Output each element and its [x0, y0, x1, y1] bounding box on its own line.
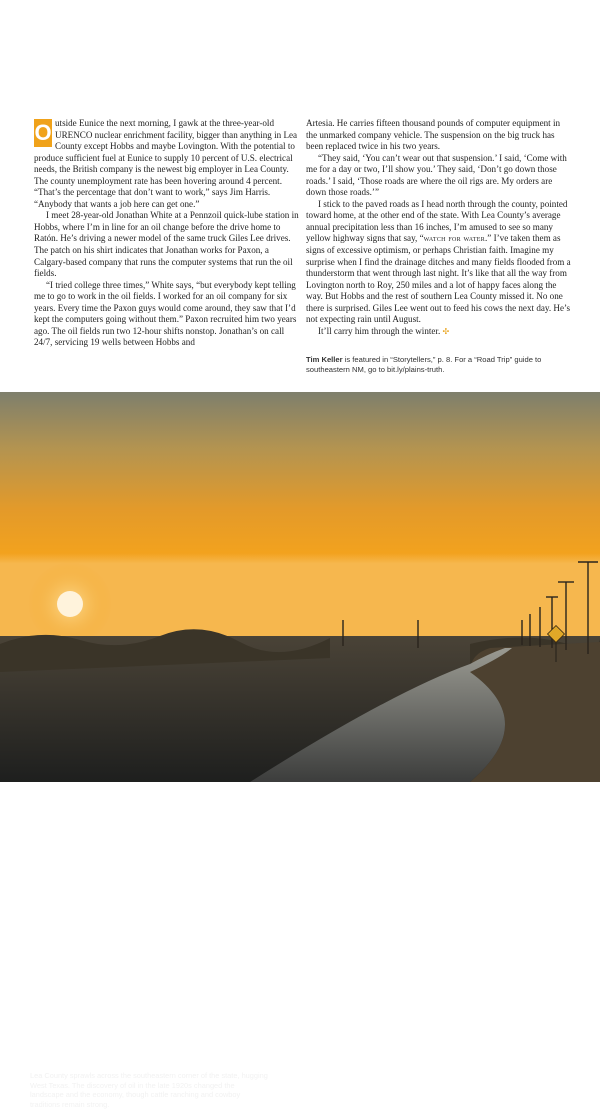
paragraph: “I tried college three times,” White says, “but everybody kept telling me to go to work in the oil fields. I worked for an oil company for six years. Every time the Paxon guys would come around, they saw that I’d kept the computers going without them.” Paxon recruited him two years ago. The oil fields run two 12-hour shifts nonstop. Jonathan’s on call 24/7, servicing 19 wells between Hobbs and	[34, 279, 297, 348]
road-sign-quote: watch for water	[423, 233, 486, 244]
paragraph-text: .” I’ve taken them as signs of excessive optimism, or perhaps Christian faith. Imagine my surprise when I find the drainage ditches and many fields flooded from a thunderstorm that went through last night. It’s like that all the way from Lovington north to Roy, 250 miles and a lot of happy faces along the way. But Hobbs and the rest of southern Lea County missed it. No one there is surprised. Giles Lee went out to feed his cows the next day. He’s not expecting rain until August.	[306, 233, 571, 325]
paragraph	[34, 118, 300, 210]
article-column-right	[306, 118, 572, 337]
photo-caption: Lea County sprawls across the southeastern corner of the state, hugging West Texas. The discovery of oil in the late 1920s changed the landscape and the economy, though cattle ranching and cowboy traditions remain strong.	[30, 1071, 268, 1109]
paragraph	[306, 199, 572, 326]
paragraph	[306, 326, 572, 338]
paragraph-text: I stick to the paved roads as I head north through the county, pointed toward home, at the other end of the state. With Lea County’s average annual precipitation less than 16 inches, I’m amused to see so many yellow highway signs that say, “	[306, 198, 568, 244]
author-note-text: is featured in “Storytellers,” p. 8. For a “Road Trip” guide to southeastern NM, go to bit.ly/plains-truth.	[306, 355, 542, 374]
drop-cap: O	[34, 120, 52, 145]
sunset-road-photo	[0, 392, 600, 1109]
paragraph: Artesia. He carries fifteen thousand pounds of computer equipment in the unmarked company vehicle. The suspension on the big truck has been replaced twice in his two years.	[306, 118, 561, 152]
paragraph: I meet 28-year-old Jonathan White at a Pennzoil quick-lube station in Hobbs, where I’m in line for an oil change before the drive home to Ratón. He’s driving a newer model of the same truck Giles Lee drives. The patch on his shirt indicates that Jonathan works for Paxon, a Calgary-based company that runs the computer systems that run the oil fields.	[34, 210, 299, 279]
paragraph: “They said, ‘You can’t wear out that suspension.’ I said, ‘Come with me for a day or two, I’ll show you.’ They said, ‘Don’t go down those roads.’ I said, ‘Those roads are where the oil rigs are. My orders are down those roads.’”	[306, 152, 567, 198]
author-note	[306, 355, 576, 375]
paragraph-text: It’ll carry him through the winter.	[318, 325, 441, 336]
photo-illustration	[0, 392, 600, 782]
author-name: Tim Keller	[306, 355, 343, 364]
end-mark-icon: ✣	[442, 326, 450, 336]
article-column-left	[34, 118, 300, 349]
paragraph-text: utside Eunice the next morning, I gawk at the three-year-old URENCO nuclear enrichment facility, bigger than anything in Lea County except Hobbs and maybe Lovington. With the potential to produce sufficient fuel at Eunice to supply 10 percent of U.S. electrical needs, the British company is the newest big employer in Lea County. The county unemployment rate has been hovering around 4 percent. “That’s the percentage that don’t want to work,” says Jim Harris. “Anybody that wants a job here can get one.”	[34, 118, 298, 209]
